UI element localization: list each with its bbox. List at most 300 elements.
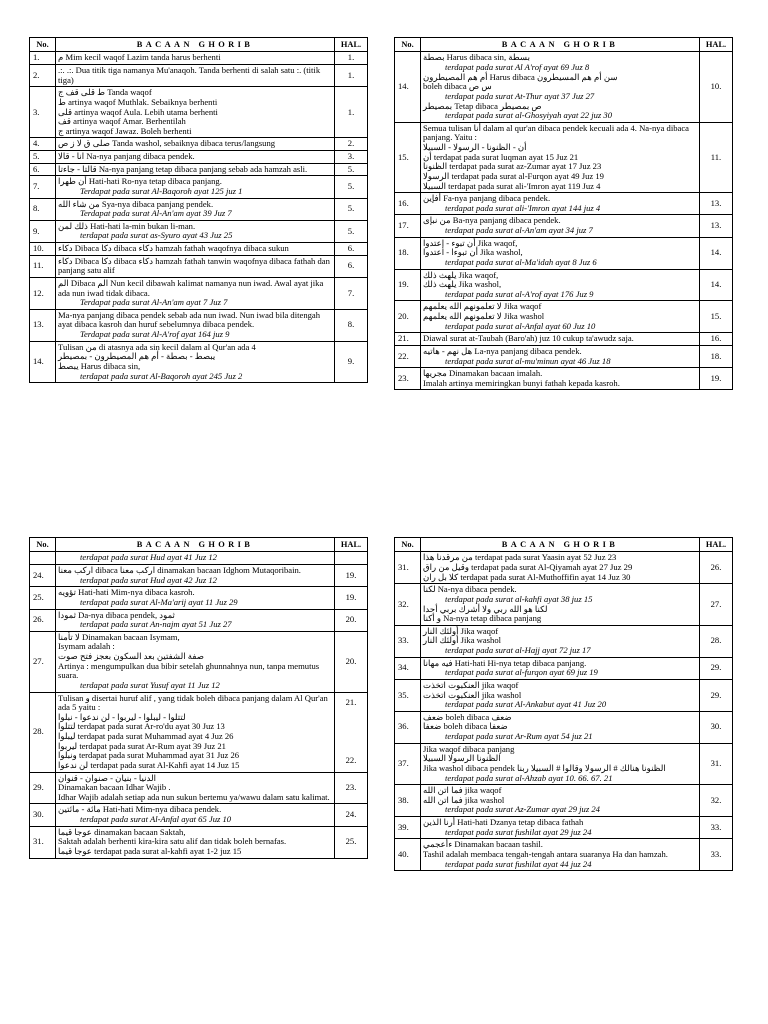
- bacaan-line: أم هم المصيطرون Harus dibaca سن أم هم المسيطرون: [423, 71, 618, 82]
- bacaan-line: terdapat pada surat al-Ma'idah ayat 8 Juz 6: [445, 256, 597, 267]
- row-bacaan: [56, 804, 335, 826]
- row-bacaan: [56, 341, 335, 383]
- row-bacaan: [421, 237, 700, 269]
- bacaan-line: الظنونا terdapat pada surat az-Zumar ayat 17 Juz 23: [423, 161, 602, 172]
- row-hal: 33.: [700, 839, 733, 871]
- row-hal: 23.: [335, 772, 368, 804]
- table-row: [395, 333, 733, 346]
- bacaan-line: terdapat pada surat Al A'rof ayat 69 Juz 8: [445, 62, 590, 73]
- row-bacaan: [56, 609, 335, 631]
- bacaan-line: الدنيا - بنيان - صنوان - قنوان: [58, 772, 156, 783]
- bacaan-line: ط artinya waqof Muthlak. Sebaiknya berhenti: [58, 96, 218, 107]
- row-number: 8.: [30, 198, 56, 220]
- bacaan-line: لن ندعوا terdapat pada surat Al-Kahfi ayat 14 Juz 15: [58, 759, 240, 770]
- bacaan-line: ضعف boleh dibaca ضعف: [423, 711, 512, 722]
- row-number: 2.: [30, 65, 56, 87]
- row-bacaan: [56, 65, 335, 87]
- table-body: [30, 552, 368, 858]
- bacaan-line: أفإين Fa-nya panjang dibaca pendek.: [423, 193, 551, 204]
- table-body: [395, 52, 733, 390]
- table-row: [395, 215, 733, 237]
- bacaan-line: من نبإى Ba-nya panjang dibaca pendek.: [423, 215, 561, 226]
- row-bacaan: [421, 552, 700, 584]
- bacaan-line: Jika washol dibaca pendek الظنونا هنالك # الرسولا وقالوا # السبيلا ربنا: [423, 762, 666, 773]
- bacaan-line: Tashil adalah membaca tengah-tengah antara suaranya Ha dan hamzah.: [423, 848, 668, 859]
- bacaan-line: terdapat pada surat al-Ahzab ayat 10. 66. 67. 21: [445, 772, 613, 783]
- bacaan-line: أولئك النار Jika washol: [423, 635, 502, 646]
- row-hal: 24.: [335, 804, 368, 826]
- bacaan-line: و أكنا Na-nya tetap dibaca panjang: [423, 613, 542, 624]
- row-number: 12.: [30, 277, 56, 309]
- col-header-bacaan: BACAAN GHORIB: [56, 538, 335, 552]
- table-row: [30, 804, 368, 826]
- row-hal: 18.: [700, 345, 733, 367]
- col-header-hal: HAL.: [335, 38, 368, 52]
- row-bacaan: [56, 151, 335, 164]
- row-hal: 15.: [700, 301, 733, 333]
- table-row: [395, 193, 733, 215]
- row-number: 33.: [395, 625, 421, 657]
- bacaan-line: أن تبوء - إعتدوا Jika waqof,: [423, 237, 518, 248]
- row-bacaan: [56, 176, 335, 198]
- bacaan-line: terdapat pada surat Hud ayat 42 Juz 12: [80, 574, 217, 585]
- table-row: [30, 631, 368, 692]
- row-hal: 9.: [335, 341, 368, 383]
- bacaan-line: terdapat pada surat al-An'am ayat 34 juz 7: [445, 225, 593, 236]
- row-number: 31.: [395, 552, 421, 584]
- row-number: 18.: [395, 237, 421, 269]
- row-bacaan: [421, 711, 700, 743]
- table-row: [30, 163, 368, 176]
- bacaan-line: terdapat pada surat Az-Zumar ayat 29 juz 24: [445, 804, 600, 815]
- bacaan-line: terdapat pada surat Al-Ma'arij ayat 11 Juz 29: [80, 596, 238, 607]
- bacaan-line: م Mim kecil waqof Lazim tanda harus berhenti: [58, 52, 221, 63]
- bacaan-line: terdapat pada surat al-mu'minun ayat 46 Juz 18: [445, 355, 611, 366]
- col-header-hal: HAL.: [700, 538, 733, 552]
- table-header-row: [395, 38, 733, 52]
- row-number: 16.: [395, 193, 421, 215]
- bacaan-line: أولئك النار Jika waqof: [423, 625, 499, 636]
- row-number: 40.: [395, 839, 421, 871]
- table-row: [30, 692, 368, 772]
- row-bacaan: [421, 839, 700, 871]
- row-bacaan: [56, 309, 335, 341]
- bacaan-line: هل نهم - هاتيه La-nya panjang dibaca pendek.: [423, 345, 582, 356]
- bacaan-line: الظنونا الرسولا السبيلا: [423, 753, 501, 764]
- row-hal: 13.: [700, 193, 733, 215]
- table-row: [30, 826, 368, 858]
- table-row: [30, 220, 368, 242]
- bacaan-line: الم Dibaca الم Nun kecil dibawah kalimat namanya nun iwad. Awal ayat jika ada nun iwad tidak dibaca.: [58, 277, 324, 298]
- bacaan-line: terdapat pada surat Al-Anfal ayat 65 Juz 10: [80, 814, 232, 825]
- bacaan-line: لتتلوا terdapat pada surat Ar-ro'du ayat 30 Juz 13: [58, 721, 225, 732]
- bacaan-line: قالتا - جاءتا Na-nya panjang tetap dibaca panjang sebab ada hamzah asli.: [58, 163, 308, 174]
- table-header-row: [30, 538, 368, 552]
- bacaan-line: terdapat pada surat An-najm ayat 51 Juz 27: [80, 619, 232, 630]
- col-header-bacaan: BACAAN GHORIB: [56, 38, 335, 52]
- table-row: [30, 609, 368, 631]
- table-row: [395, 122, 733, 192]
- row-bacaan: [56, 243, 335, 256]
- bacaan-line: terdapat pada surat al-Hajj ayat 72 juz 17: [445, 645, 591, 656]
- table-row: [30, 176, 368, 198]
- row-hal-secondary: 22.: [345, 755, 357, 766]
- table-body: [395, 552, 733, 871]
- col-header-bacaan: BACAAN GHORIB: [421, 38, 700, 52]
- row-number: 20.: [395, 301, 421, 333]
- bacaan-line: ج artinya waqof Jawaz. Boleh berhenti: [58, 125, 192, 136]
- bacaan-line: terdapat pada surat al-A'rof ayat 176 Juz 9: [445, 288, 594, 299]
- row-hal: 30.: [700, 711, 733, 743]
- row-hal: 33.: [700, 817, 733, 839]
- row-hal: [335, 552, 368, 565]
- row-bacaan: [56, 277, 335, 309]
- col-header-bacaan: BACAAN GHORIB: [421, 538, 700, 552]
- row-hal: 14.: [700, 269, 733, 301]
- row-bacaan: [56, 631, 335, 692]
- row-number: 22.: [395, 345, 421, 367]
- ghorib-table: [29, 537, 368, 859]
- row-bacaan: [421, 584, 700, 626]
- bacaan-line: فيه مهانا Hati-hati Hi-nya tetap dibaca panjang.: [423, 657, 587, 668]
- table-row: [395, 368, 733, 390]
- row-number: 1.: [30, 52, 56, 65]
- bacaan-line: terdapat pada surat Hud ayat 41 Juz 12: [80, 552, 217, 563]
- row-number: 28.: [30, 692, 56, 772]
- table-row: [30, 341, 368, 383]
- row-hal: 26.: [700, 552, 733, 584]
- col-header-hal: HAL.: [335, 538, 368, 552]
- table-row: [395, 711, 733, 743]
- row-number: 6.: [30, 163, 56, 176]
- table-row: [395, 625, 733, 657]
- bacaan-line: terdapat pada surat as-Syuro ayat 43 Juz 25: [80, 230, 233, 241]
- bacaan-line: terdapat pada surat al-kahfi ayat 38 juz 15: [445, 593, 593, 604]
- bacaan-line: Ma-nya panjang dibaca pendek sebab ada nun iwad. Nun iwad bila ditengah ayat dibaca kasroh dan huruf sebelumnya dibaca pendek.: [58, 309, 321, 330]
- bacaan-line: كلا بل ران terdapat pada surat Al-Muthoffifin ayat 14 Juz 30: [423, 571, 631, 582]
- bacaan-line: Tulisan و disertai huruf alif , yang tidak boleh dibaca panjang dalam Al Qur'an ada 5 yaitu :: [58, 692, 328, 713]
- row-number: 37.: [395, 743, 421, 785]
- table-row: [30, 565, 368, 587]
- bacaan-line: Terdapat pada surat Al-Baqoroh ayat 125 juz 1: [80, 185, 243, 196]
- bacaan-line: الرسولا terdapat pada surat al-Furqon ayat 49 Juz 19: [423, 170, 604, 181]
- table-row: [30, 243, 368, 256]
- row-bacaan: [421, 122, 700, 192]
- col-header-no: No.: [395, 538, 421, 552]
- table-row: [30, 255, 368, 277]
- bacaan-line: بصطة Harus dibaca sin, بسطة: [423, 52, 530, 63]
- bacaan-line: دكاء Dibaca دكا dibaca دكاء hamzah fathah tanwin waqofnya dibaca fathah dan panjang satu alif: [58, 255, 330, 276]
- row-hal: 1.: [335, 52, 368, 65]
- table-row: [30, 772, 368, 804]
- row-bacaan: [56, 692, 335, 772]
- row-hal: 28.: [700, 625, 733, 657]
- row-bacaan: [56, 220, 335, 242]
- row-hal: 7.: [335, 277, 368, 309]
- row-bacaan: [56, 565, 335, 587]
- bacaan-line: Tulisan من di atasnya ada sin kecil dalam al Qur'an ada 4: [58, 341, 256, 352]
- row-hal: 1.: [335, 87, 368, 138]
- row-bacaan: [56, 87, 335, 138]
- row-hal: 2.: [335, 138, 368, 151]
- table-row: [30, 277, 368, 309]
- row-bacaan: [421, 301, 700, 333]
- bacaan-line: صلى ق لا ز ص Tanda washol, sebaiknya dibaca terus/langsung: [58, 138, 276, 149]
- row-number: 11.: [30, 255, 56, 277]
- row-bacaan: [421, 368, 700, 390]
- row-number: 34.: [395, 657, 421, 679]
- bacaan-line: من مرقدنا هذا terdapat pada surat Yaasin ayat 52 Juz 23: [423, 552, 617, 563]
- table-row: [30, 309, 368, 341]
- bacaan-line: Dinamakan bacaan Idhar Wajib .: [58, 782, 171, 793]
- table-row: [395, 552, 733, 584]
- row-number: 7.: [30, 176, 56, 198]
- row-hal: 16.: [700, 333, 733, 346]
- row-hal: 1.: [335, 65, 368, 87]
- row-hal: 5.: [335, 163, 368, 176]
- row-number: 15.: [395, 122, 421, 192]
- row-hal: 11.: [700, 122, 733, 192]
- bacaan-line: فما اتن الله jika waqof: [423, 785, 502, 796]
- row-bacaan: [56, 552, 335, 565]
- row-number: 24.: [30, 565, 56, 587]
- ghorib-table: [394, 537, 733, 871]
- row-number: 5.: [30, 151, 56, 164]
- row-hal: 21. 22.: [335, 692, 368, 772]
- row-number: 25.: [30, 587, 56, 609]
- row-bacaan: [421, 785, 700, 817]
- bacaan-line: Idhar Wajib adalah setiap ada nun sukun bertemu ya/wawu dalam satu kalimat.: [58, 791, 330, 802]
- table-row: [395, 52, 733, 122]
- bacaan-line: .:. .:. Dua titik tiga namanya Mu'anaqoh. Tanda berhenti di salah satu :. (titik tiga): [58, 65, 321, 85]
- bacaan-line: Terdapat pada surat Al-An'am ayat 39 Juz 7: [80, 208, 232, 219]
- row-bacaan: [421, 52, 700, 122]
- bacaan-line: يبصط Harus dibaca sin,: [58, 360, 141, 371]
- row-hal: 19.: [335, 565, 368, 587]
- row-hal: 6.: [335, 243, 368, 256]
- bacaan-line: ذلك لمن Hati-hati la-min bukan li-man.: [58, 220, 196, 231]
- bacaan-line: السبيلا terdapat pada surat ali-'Imron ayat 119 Juz 4: [423, 180, 601, 191]
- bacaan-line: ثمودا Da-nya dibaca pendek, ثمود: [58, 609, 175, 620]
- bacaan-line: terdapat pada surat Yusuf ayat 11 Juz 12: [80, 679, 220, 690]
- bacaan-line: أرنا الذين Hati-hati Dzanya tetap dibaca fathah: [423, 817, 584, 828]
- row-hal: 20.: [335, 631, 368, 692]
- row-hal: 29.: [700, 657, 733, 679]
- bacaan-line: أن - الظنونا - الرسولا - السبيلا: [423, 142, 527, 153]
- bacaan-line: terdapat pada surat fushilat ayat 29 juz 24: [445, 826, 592, 837]
- table-row: [30, 52, 368, 65]
- table-row: [30, 552, 368, 565]
- row-hal: 14.: [700, 237, 733, 269]
- bacaan-line: قلى artinya waqof Aula. Lebih utama berhenti: [58, 106, 218, 117]
- table-row: [395, 237, 733, 269]
- ghorib-table-panel-4: [394, 537, 733, 871]
- row-hal: 19.: [700, 368, 733, 390]
- row-bacaan: [56, 198, 335, 220]
- bacaan-line: ضعفا boleh dibaca ضعفا: [423, 721, 508, 732]
- bacaan-line: يلهث ذلك Jika waqof,: [423, 269, 499, 280]
- table-row: [395, 785, 733, 817]
- table-row: [395, 345, 733, 367]
- row-bacaan: [421, 743, 700, 785]
- row-number: 13.: [30, 309, 56, 341]
- ghorib-table: [394, 37, 733, 390]
- row-bacaan: [421, 333, 700, 346]
- bacaan-line: ليبلوا terdapat pada surat Muhammad ayat 4 Juz 26: [58, 731, 234, 742]
- bacaan-line: لكنا Na-nya dibaca pendek.: [423, 584, 517, 595]
- bacaan-line: ونبلوا terdapat pada surat Muhammad ayat 31 Juz 26: [58, 750, 240, 761]
- ghorib-table: [29, 37, 368, 383]
- row-hal: 27.: [700, 584, 733, 626]
- row-hal: 5.: [335, 198, 368, 220]
- row-bacaan: [421, 193, 700, 215]
- row-hal: 8.: [335, 309, 368, 341]
- bacaan-line: دكاء Dibaca دكا dibaca دكاء hamzah fathah waqofnya dibaca sukun: [58, 243, 289, 254]
- col-header-no: No.: [395, 38, 421, 52]
- row-bacaan: [56, 255, 335, 277]
- bacaan-line: انا - قالا Na-nya panjang dibaca pendek.: [58, 151, 195, 162]
- ghorib-table-panel-2: [394, 37, 733, 390]
- row-hal: 6.: [335, 255, 368, 277]
- bacaan-line: terdapat pada surat Al-Baqoroh ayat 245 Juz 2: [80, 370, 243, 381]
- col-header-no: No.: [30, 38, 56, 52]
- table-row: [30, 65, 368, 87]
- bacaan-line: تؤويه Hati-hati Mim-nya dibaca kasroh.: [58, 587, 195, 598]
- bacaan-line: Jika waqof dibaca panjang: [423, 743, 515, 754]
- bacaan-line: Saktah adalah berhenti kira-kira satu alif dan tidak boleh bernafas.: [58, 836, 287, 847]
- table-row: [395, 269, 733, 301]
- row-number: 17.: [395, 215, 421, 237]
- row-bacaan: [56, 772, 335, 804]
- row-bacaan: [421, 679, 700, 711]
- bacaan-line: terdapat pada surat Al-Ankabut ayat 41 Juz 20: [445, 699, 607, 710]
- row-number: 26.: [30, 609, 56, 631]
- bacaan-line: مائة - مائتين Hati-hati Mim-nya dibaca pendek.: [58, 804, 222, 815]
- row-number: 10.: [30, 243, 56, 256]
- row-number: 21.: [395, 333, 421, 346]
- row-hal: 25.: [335, 826, 368, 858]
- bacaan-line: فما اتن الله jika washol: [423, 794, 505, 805]
- table-row: [395, 817, 733, 839]
- row-bacaan: [421, 625, 700, 657]
- bacaan-line: أن طهرا Hati-hati Ro-nya tetap dibaca panjang.: [58, 176, 222, 187]
- row-bacaan: [56, 52, 335, 65]
- bacaan-line: terdapat pada surat At-Thur ayat 37 Juz 27: [445, 90, 595, 101]
- bacaan-line: بمصيطر Tetap dibaca ص بمصيطر: [423, 100, 542, 111]
- bacaan-line: ط قلى قف ج Tanda waqof: [58, 87, 152, 98]
- table-row: [395, 743, 733, 785]
- bacaan-line: عوجا قيما dinamakan bacaan Saktah,: [58, 826, 186, 837]
- bacaan-line: terdapat pada surat ali-'Imron ayat 144 juz 4: [445, 202, 601, 213]
- row-number: [30, 552, 56, 565]
- bacaan-line: عوجا قيما terdapat pada surat al-kahfi ayat 1-2 juz 15: [58, 845, 242, 856]
- bacaan-line: أن terdapat pada surat luqman ayat 15 Juz 21: [423, 151, 579, 162]
- bacaan-line: ءأعجمي Dinamakan bacaan tashil.: [423, 839, 543, 850]
- row-number: 23.: [395, 368, 421, 390]
- row-hal: 31.: [700, 743, 733, 785]
- bacaan-line: boleh dibaca س ص: [423, 81, 492, 92]
- bacaan-line: Terdapat pada surat Al-A'rof ayat 164 juz 9: [80, 329, 230, 340]
- col-header-hal: HAL.: [700, 38, 733, 52]
- ghorib-table-panel-1: [29, 37, 368, 383]
- bacaan-line: لا تعلمونهم الله يعلمهم Jika washol: [423, 311, 545, 322]
- row-bacaan: [56, 826, 335, 858]
- bacaan-line: Isymam adalah :: [58, 641, 115, 652]
- row-hal: 10.: [700, 52, 733, 122]
- table-row: [395, 839, 733, 871]
- bacaan-line: Diawal surat at-Taubah (Baro'ah) juz 10 cukup ta'awudz saja.: [423, 333, 634, 344]
- row-number: 14.: [30, 341, 56, 383]
- row-hal: 32.: [700, 785, 733, 817]
- row-bacaan: [421, 215, 700, 237]
- bacaan-line: Imalah artinya memiringkan bunyi fathah kepada kasroh.: [423, 377, 620, 388]
- row-number: 27.: [30, 631, 56, 692]
- bacaan-line: terdapat pada surat al-furqon ayat 69 juz 19: [445, 667, 598, 678]
- col-header-no: No.: [30, 538, 56, 552]
- bacaan-line: اركب معنا dibaca اركب معنا dinamakan bacaan Idghom Mutaqoribain.: [58, 565, 301, 576]
- row-number: 19.: [395, 269, 421, 301]
- bacaan-line: يلهث ذلك Jika washol,: [423, 279, 502, 290]
- row-number: 38.: [395, 785, 421, 817]
- row-number: 36.: [395, 711, 421, 743]
- table-row: [395, 679, 733, 711]
- table-row: [30, 87, 368, 138]
- table-row: [30, 138, 368, 151]
- table-header-row: [395, 538, 733, 552]
- row-number: 30.: [30, 804, 56, 826]
- bacaan-line: قف artinya waqof Amar. Berhentilah: [58, 116, 186, 127]
- table-row: [30, 151, 368, 164]
- table-header-row: [30, 38, 368, 52]
- bacaan-line: ليربوا terdapat pada surat Ar-Rum ayat 39 Juz 21: [58, 740, 226, 751]
- row-bacaan: [56, 138, 335, 151]
- ghorib-table-panel-3: [29, 537, 368, 859]
- row-hal: 13.: [700, 215, 733, 237]
- bacaan-line: أن تبوءا - اعتدوا Jika washol,: [423, 247, 523, 258]
- bacaan-line: العنكبوت اتخذت jika waqof: [423, 679, 519, 690]
- row-number: 3.: [30, 87, 56, 138]
- row-bacaan: [421, 817, 700, 839]
- row-hal: 5.: [335, 176, 368, 198]
- row-number: 29.: [30, 772, 56, 804]
- row-bacaan: [421, 345, 700, 367]
- table-row: [30, 587, 368, 609]
- bacaan-line: terdapat pada surat Ar-Rum ayat 54 juz 21: [445, 731, 593, 742]
- row-number: 35.: [395, 679, 421, 711]
- bacaan-line: العنكبوت اتخذت jika washol: [423, 689, 522, 700]
- table-row: [395, 584, 733, 626]
- row-bacaan: [421, 269, 700, 301]
- table-row: [395, 301, 733, 333]
- row-number: 32.: [395, 584, 421, 626]
- row-hal: 3.: [335, 151, 368, 164]
- row-hal: 20.: [335, 609, 368, 631]
- table-row: [395, 657, 733, 679]
- row-hal: 19.: [335, 587, 368, 609]
- bacaan-line: terdapat pada surat al-Anfal ayat 60 Juz 10: [445, 320, 596, 331]
- row-hal: 5.: [335, 220, 368, 242]
- bacaan-line: لتتلوا - ليبلوا - ليربوا - لن ندعوا - نبلوا: [58, 711, 186, 722]
- bacaan-line: لا تعلمونهم الله يعلمهم Jika waqof: [423, 301, 542, 312]
- bacaan-line: صفة الشفتين بعد السكون بعجز فتح صوت: [58, 651, 205, 662]
- row-number: 9.: [30, 220, 56, 242]
- bacaan-line: Terdapat pada surat Al-An'am ayat 7 Juz 7: [80, 297, 228, 308]
- bacaan-line: terdapat pada surat al-Ghosyiyah ayat 22 juz 30: [445, 110, 613, 121]
- bacaan-line: مجريها Dinamakan bacaan imalah.: [423, 368, 543, 379]
- row-bacaan: [421, 657, 700, 679]
- bacaan-line: لكنا هو الله ربي ولا أشرك بربي أحدا: [423, 603, 548, 614]
- table-row: [30, 198, 368, 220]
